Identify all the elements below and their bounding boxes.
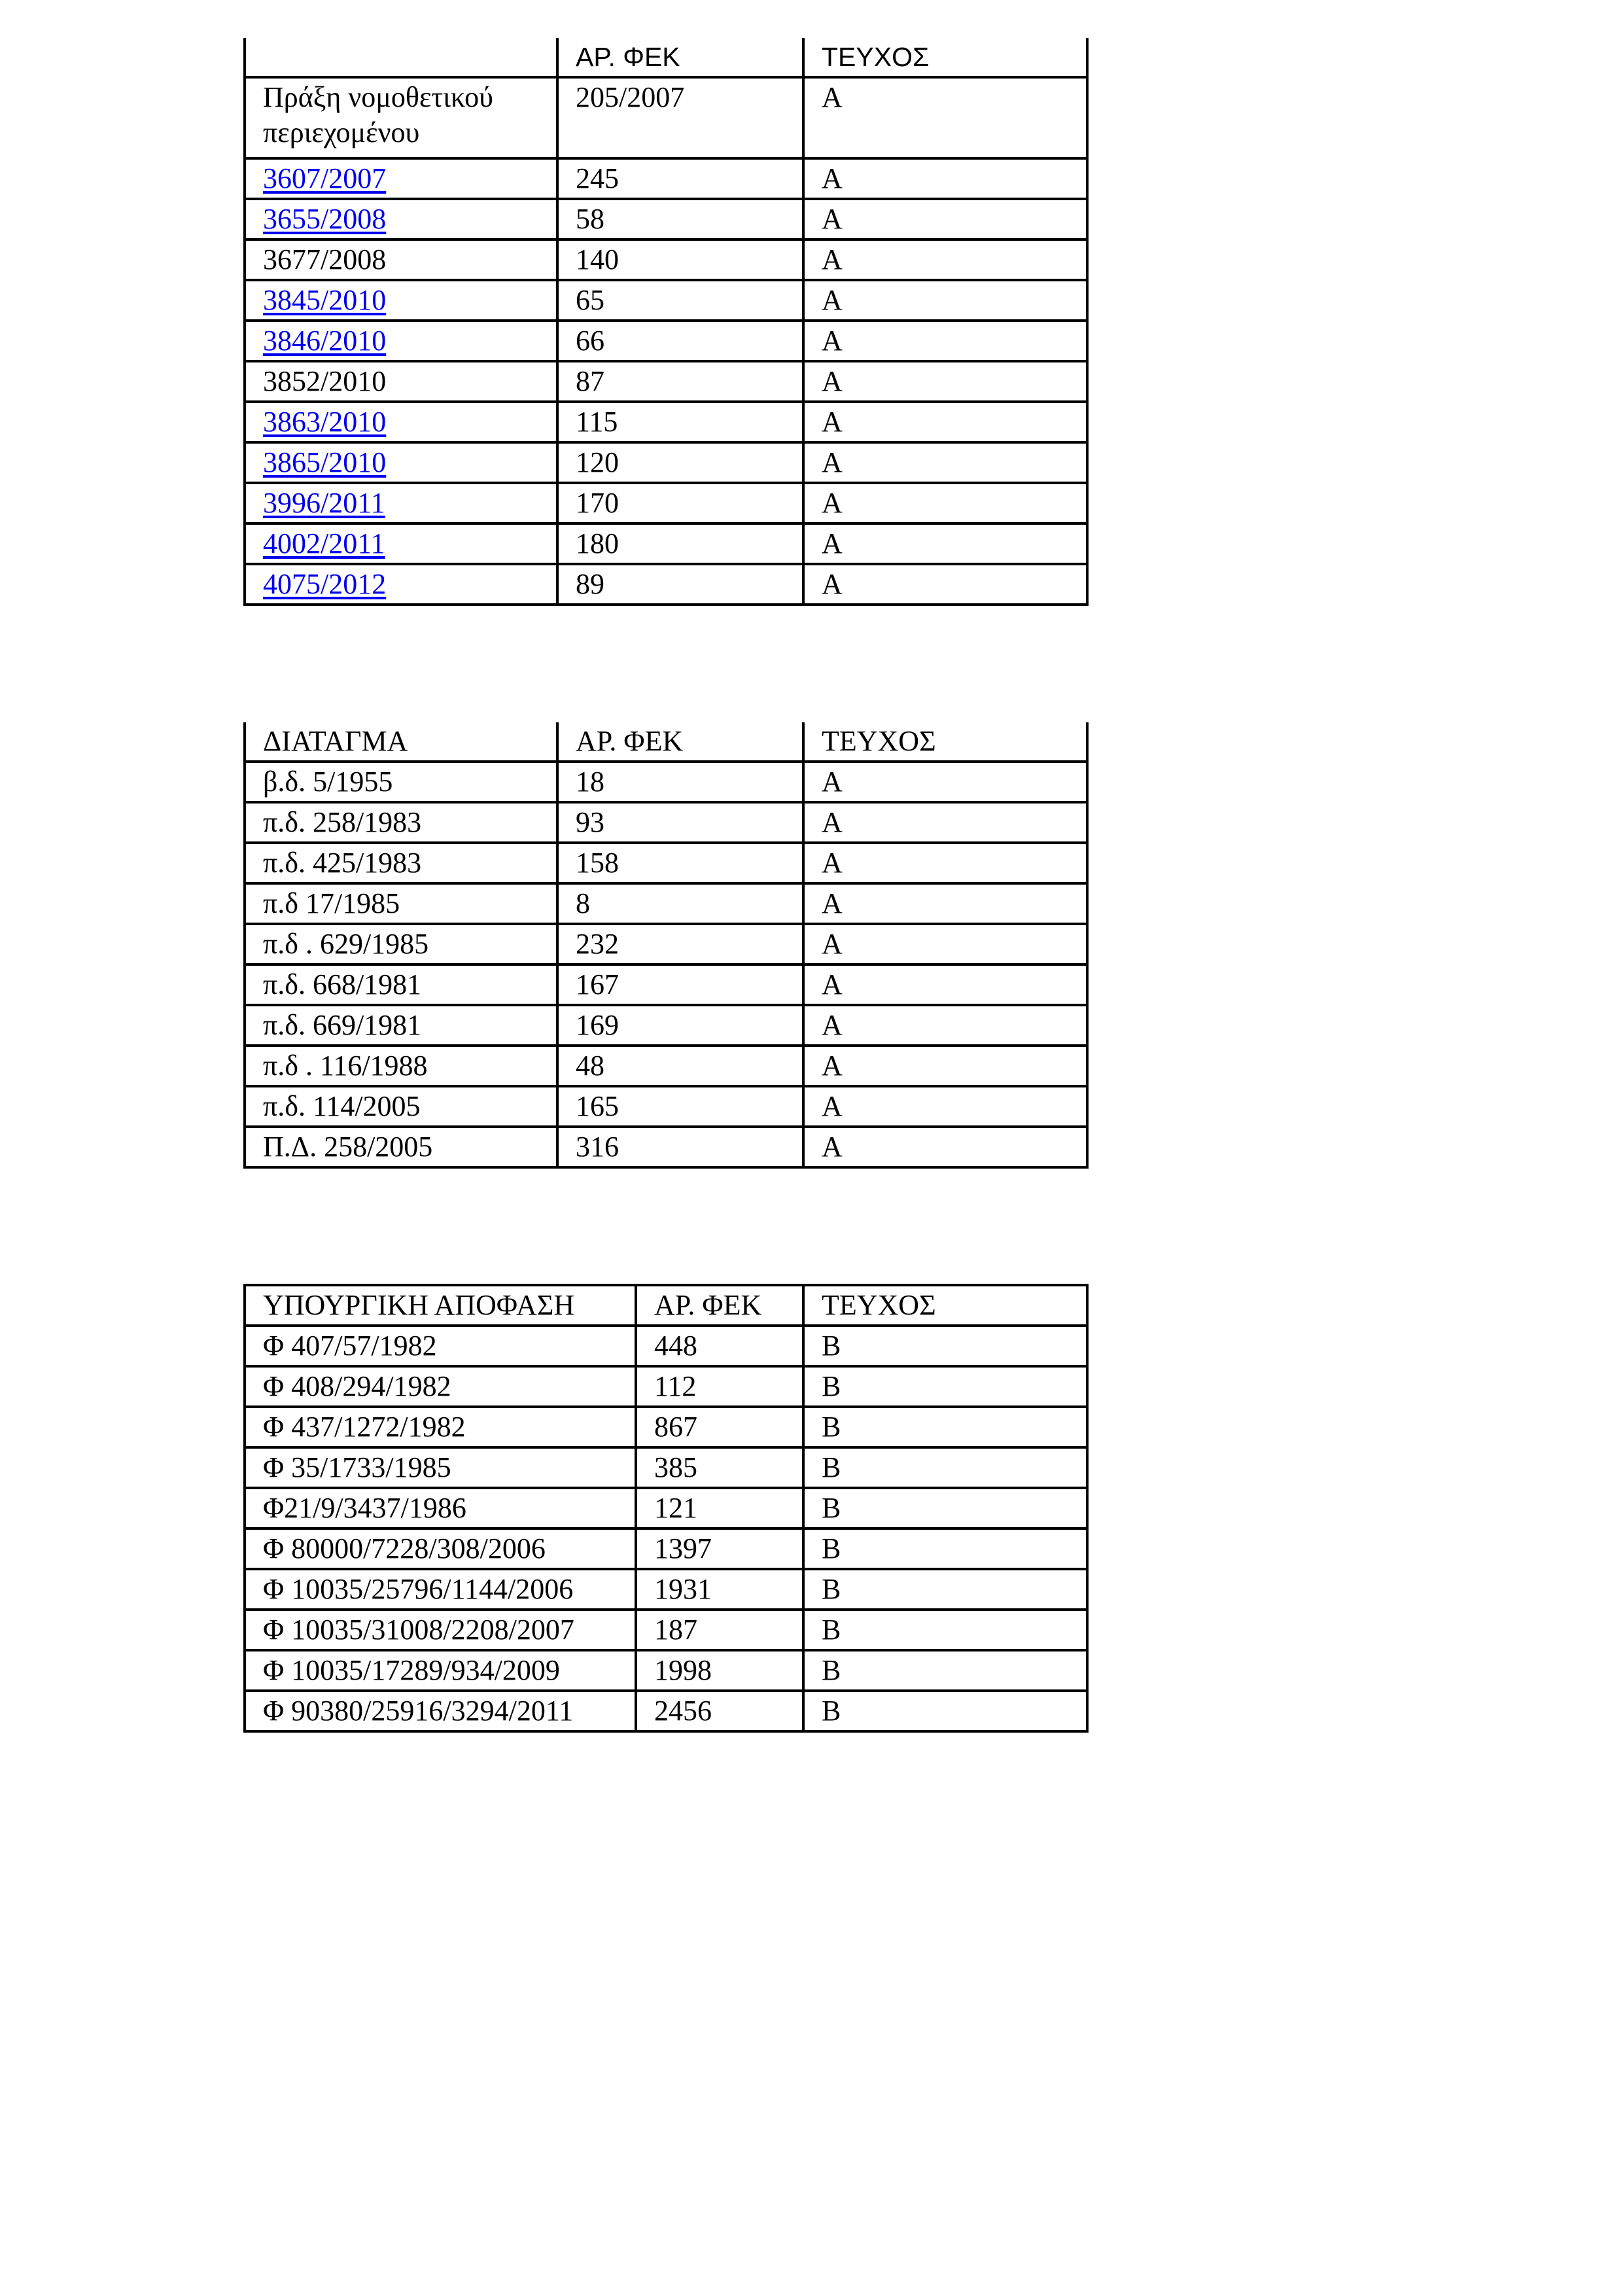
issue-cell: Β <box>803 1326 1087 1366</box>
law-number-cell: Πράξη νομοθετικού περιεχομένου <box>245 77 557 158</box>
decrees-header-decree: ΔΙΑΤΑΓΜΑ <box>245 722 557 762</box>
laws-table <box>243 38 1089 606</box>
decision-cell: Φ 10035/31008/2208/2007 <box>245 1610 636 1650</box>
decrees-table-header-row <box>245 722 1087 762</box>
decision-cell: Φ 10035/17289/934/2009 <box>245 1650 636 1691</box>
fek-number-cell: 158 <box>557 843 803 883</box>
table-row <box>245 802 1087 843</box>
decision-cell: Φ 80000/7228/308/2006 <box>245 1528 636 1569</box>
issue-cell: Α <box>803 883 1087 924</box>
law-link[interactable]: 3846/2010 <box>263 325 387 357</box>
issue-cell: Α <box>803 442 1087 483</box>
decrees-table <box>243 722 1089 1169</box>
table-row <box>245 1086 1087 1127</box>
issue-cell: Α <box>803 321 1087 361</box>
law-number-cell <box>245 321 557 361</box>
fek-number-cell: 89 <box>557 564 803 605</box>
table-row <box>245 442 1087 483</box>
fek-number-cell: 112 <box>636 1366 803 1407</box>
issue-cell: Α <box>803 523 1087 564</box>
issue-cell: Β <box>803 1447 1087 1488</box>
fek-number-cell: 867 <box>636 1407 803 1447</box>
fek-number-cell: 165 <box>557 1086 803 1127</box>
fek-number-cell: 58 <box>557 199 803 239</box>
decision-cell: Φ 437/1272/1982 <box>245 1407 636 1447</box>
fek-number-cell: 205/2007 <box>557 77 803 158</box>
table-row <box>245 1569 1087 1610</box>
fek-number-cell: 169 <box>557 1005 803 1046</box>
decrees-table-body <box>245 722 1087 1167</box>
issue-cell: Β <box>803 1488 1087 1528</box>
law-number-cell: 3677/2008 <box>245 239 557 280</box>
law-link[interactable]: 3655/2008 <box>263 203 387 235</box>
issue-cell: Β <box>803 1610 1087 1650</box>
fek-number-cell: 170 <box>557 483 803 523</box>
issue-cell: Α <box>803 762 1087 802</box>
law-number-cell <box>245 158 557 199</box>
decision-cell: Φ 408/294/1982 <box>245 1366 636 1407</box>
issue-cell: Β <box>803 1569 1087 1610</box>
issue-cell: Α <box>803 564 1087 605</box>
issue-cell: Α <box>803 361 1087 402</box>
issue-cell: Α <box>803 158 1087 199</box>
issue-cell: Α <box>803 924 1087 964</box>
law-number-cell <box>245 564 557 605</box>
fek-number-cell: 1998 <box>636 1650 803 1691</box>
fek-number-cell: 18 <box>557 762 803 802</box>
decree-cell: π.δ. 425/1983 <box>245 843 557 883</box>
law-number-cell <box>245 199 557 239</box>
fek-number-cell: 448 <box>636 1326 803 1366</box>
table-row <box>245 1447 1087 1488</box>
law-number-cell: 3852/2010 <box>245 361 557 402</box>
issue-cell: Β <box>803 1528 1087 1569</box>
law-number-cell <box>245 483 557 523</box>
table-row <box>245 361 1087 402</box>
table-row <box>245 1005 1087 1046</box>
issue-cell: Α <box>803 1127 1087 1167</box>
law-link[interactable]: 3607/2007 <box>263 162 387 194</box>
table-row <box>245 523 1087 564</box>
decree-cell: π.δ. 258/1983 <box>245 802 557 843</box>
law-number-cell <box>245 442 557 483</box>
issue-cell: Α <box>803 802 1087 843</box>
fek-number-cell: 115 <box>557 402 803 442</box>
fek-number-cell: 8 <box>557 883 803 924</box>
law-link[interactable]: 4075/2012 <box>263 568 387 600</box>
fek-number-cell: 187 <box>636 1610 803 1650</box>
fek-number-cell: 121 <box>636 1488 803 1528</box>
fek-number-cell: 140 <box>557 239 803 280</box>
table-row <box>245 483 1087 523</box>
table-row <box>245 843 1087 883</box>
fek-number-cell: 48 <box>557 1046 803 1086</box>
law-link[interactable]: 3996/2011 <box>263 487 385 519</box>
decree-cell: π.δ 17/1985 <box>245 883 557 924</box>
issue-cell: Α <box>803 199 1087 239</box>
table-row <box>245 1650 1087 1691</box>
decree-cell: π.δ . 629/1985 <box>245 924 557 964</box>
law-link[interactable]: 3863/2010 <box>263 406 387 438</box>
fek-number-cell: 385 <box>636 1447 803 1488</box>
fek-number-cell: 66 <box>557 321 803 361</box>
law-number-cell <box>245 523 557 564</box>
ministerial-table-body <box>245 1285 1087 1731</box>
table-row <box>245 762 1087 802</box>
decree-cell: π.δ. 114/2005 <box>245 1086 557 1127</box>
issue-cell: Β <box>803 1691 1087 1731</box>
fek-number-cell: 316 <box>557 1127 803 1167</box>
fek-number-cell: 2456 <box>636 1691 803 1731</box>
ministerial-header-decision: ΥΠΟΥΡΓΙΚΗ ΑΠΟΦΑΣΗ <box>245 1285 636 1326</box>
fek-number-cell: 65 <box>557 280 803 321</box>
table-row <box>245 321 1087 361</box>
fek-number-cell: 93 <box>557 802 803 843</box>
fek-number-cell: 87 <box>557 361 803 402</box>
law-number-cell <box>245 280 557 321</box>
issue-cell: Α <box>803 1086 1087 1127</box>
table-row <box>245 1326 1087 1366</box>
decision-cell: Φ 90380/25916/3294/2011 <box>245 1691 636 1731</box>
law-link[interactable]: 4002/2011 <box>263 527 385 559</box>
table-row <box>245 280 1087 321</box>
laws-header-fek: ΑΡ. ΦΕΚ <box>557 38 803 77</box>
ministerial-header-fek: ΑΡ. ΦΕΚ <box>636 1285 803 1326</box>
table-row <box>245 1488 1087 1528</box>
decree-cell: π.δ. 669/1981 <box>245 1005 557 1046</box>
issue-cell: Β <box>803 1366 1087 1407</box>
table-row <box>245 1407 1087 1447</box>
laws-table-body <box>245 38 1087 605</box>
laws-header-law <box>245 38 557 77</box>
table-row <box>245 1366 1087 1407</box>
fek-number-cell: 1931 <box>636 1569 803 1610</box>
table-row <box>245 1691 1087 1731</box>
law-link[interactable]: 3845/2010 <box>263 284 387 316</box>
fek-number-cell: 1397 <box>636 1528 803 1569</box>
table-row <box>245 1046 1087 1086</box>
law-number-cell <box>245 402 557 442</box>
table-row <box>245 239 1087 280</box>
table-row <box>245 1610 1087 1650</box>
decree-cell: β.δ. 5/1955 <box>245 762 557 802</box>
fek-number-cell: 232 <box>557 924 803 964</box>
decrees-header-issue: ΤΕΥΧΟΣ <box>803 722 1087 762</box>
issue-cell: Α <box>803 843 1087 883</box>
ministerial-decisions-table <box>243 1284 1089 1733</box>
decision-cell: Φ21/9/3437/1986 <box>245 1488 636 1528</box>
table-row <box>245 883 1087 924</box>
decision-cell: Φ 10035/25796/1144/2006 <box>245 1569 636 1610</box>
issue-cell: Α <box>803 1046 1087 1086</box>
table-row <box>245 564 1087 605</box>
law-link[interactable]: 3865/2010 <box>263 446 387 478</box>
issue-cell: Α <box>803 1005 1087 1046</box>
table-row <box>245 1127 1087 1167</box>
table-row <box>245 77 1087 158</box>
issue-cell: Α <box>803 402 1087 442</box>
issue-cell: Α <box>803 964 1087 1005</box>
issue-cell: Α <box>803 239 1087 280</box>
table-row <box>245 199 1087 239</box>
decision-cell: Φ 407/57/1982 <box>245 1326 636 1366</box>
issue-cell: Β <box>803 1650 1087 1691</box>
table-row <box>245 402 1087 442</box>
issue-cell: Α <box>803 483 1087 523</box>
decree-cell: π.δ . 116/1988 <box>245 1046 557 1086</box>
issue-cell: Β <box>803 1407 1087 1447</box>
ministerial-header-issue: ΤΕΥΧΟΣ <box>803 1285 1087 1326</box>
laws-table-header-row <box>245 38 1087 77</box>
issue-cell: Α <box>803 77 1087 158</box>
decision-cell: Φ 35/1733/1985 <box>245 1447 636 1488</box>
decrees-header-fek: ΑΡ. ΦΕΚ <box>557 722 803 762</box>
decree-cell: π.δ. 668/1981 <box>245 964 557 1005</box>
fek-number-cell: 245 <box>557 158 803 199</box>
table-row <box>245 1528 1087 1569</box>
table-row <box>245 964 1087 1005</box>
decree-cell: Π.Δ. 258/2005 <box>245 1127 557 1167</box>
laws-header-issue: ΤΕΥΧΟΣ <box>803 38 1087 77</box>
fek-number-cell: 180 <box>557 523 803 564</box>
ministerial-table-header-row <box>245 1285 1087 1326</box>
fek-number-cell: 167 <box>557 964 803 1005</box>
table-row <box>245 158 1087 199</box>
fek-number-cell: 120 <box>557 442 803 483</box>
table-row <box>245 924 1087 964</box>
issue-cell: Α <box>803 280 1087 321</box>
